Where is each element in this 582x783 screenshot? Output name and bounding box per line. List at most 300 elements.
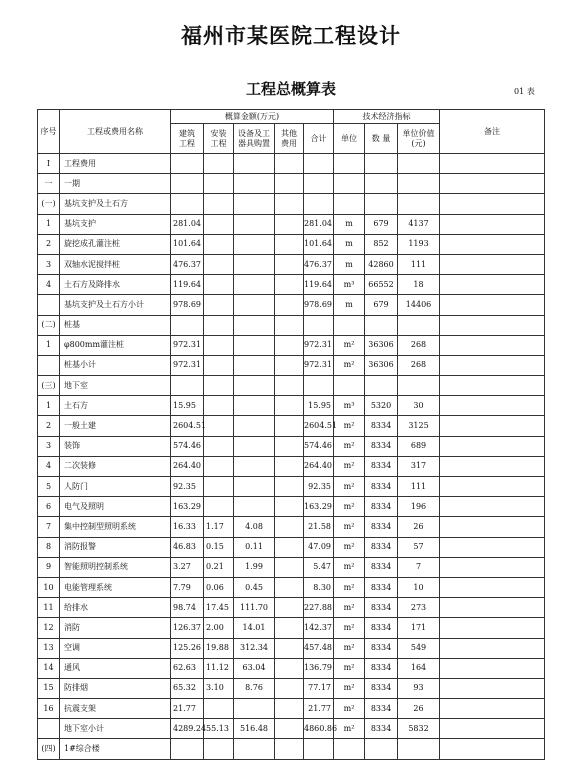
cell-qty xyxy=(365,315,398,335)
cell-name: 桩基 xyxy=(60,315,171,335)
cell-equipment xyxy=(234,396,275,416)
cell-unit: m² xyxy=(334,477,365,497)
cell-equipment xyxy=(234,295,275,315)
cell-equipment: 0.11 xyxy=(234,537,275,557)
table-row xyxy=(38,174,545,194)
cell-building: 16.33 xyxy=(171,517,204,537)
cell-building xyxy=(171,154,204,174)
cell-total: 92.35 xyxy=(304,477,334,497)
cell-remark xyxy=(440,275,545,295)
cell-install xyxy=(204,376,234,396)
cell-name: 地下室 xyxy=(60,376,171,396)
cell-name: 一期 xyxy=(60,174,171,194)
cell-equipment: 8.76 xyxy=(234,678,275,698)
cell-other xyxy=(275,376,304,396)
cell-install xyxy=(204,396,234,416)
cell-unit-price: 10 xyxy=(398,577,440,597)
cell-unit: m² xyxy=(334,598,365,618)
cell-building: 126.37 xyxy=(171,618,204,638)
table-row xyxy=(38,497,545,517)
cell-install xyxy=(204,355,234,375)
cell-seq xyxy=(38,295,60,315)
cell-building: 3.27 xyxy=(171,557,204,577)
table-row xyxy=(38,739,545,759)
cell-seq xyxy=(38,719,60,739)
cell-other xyxy=(275,598,304,618)
cell-qty: 42860 xyxy=(365,254,398,274)
table-row xyxy=(38,214,545,234)
cell-equipment xyxy=(234,194,275,214)
cell-building: 119.64 xyxy=(171,275,204,295)
table-row xyxy=(38,638,545,658)
cell-building: 62.63 xyxy=(171,658,204,678)
header-seq: 序号 xyxy=(38,110,60,154)
table-row xyxy=(38,194,545,214)
header-unit: 单位 xyxy=(334,124,365,154)
cell-name: 人防门 xyxy=(60,477,171,497)
cell-qty xyxy=(365,174,398,194)
cell-unit-price: 196 xyxy=(398,497,440,517)
cell-unit-price xyxy=(398,315,440,335)
cell-total: 142.37 xyxy=(304,618,334,638)
cell-total: 972.31 xyxy=(304,335,334,355)
cell-unit-price: 18 xyxy=(398,275,440,295)
table-row xyxy=(38,315,545,335)
cell-equipment xyxy=(234,315,275,335)
cell-total: 978.69 xyxy=(304,295,334,315)
header-remark: 备注 xyxy=(440,110,545,154)
cell-other xyxy=(275,275,304,295)
cell-equipment: 312.34 xyxy=(234,638,275,658)
cell-remark xyxy=(440,355,545,375)
cell-qty xyxy=(365,194,398,214)
cell-unit-price: 171 xyxy=(398,618,440,638)
cell-other xyxy=(275,477,304,497)
cell-name: φ800mm灌注桩 xyxy=(60,335,171,355)
header-amount-group: 概算金额(万元) xyxy=(171,110,334,124)
cell-install xyxy=(204,194,234,214)
cell-unit: m² xyxy=(334,719,365,739)
cell-total: 136.79 xyxy=(304,658,334,678)
cell-name: 旋挖成孔灌注桩 xyxy=(60,234,171,254)
cell-total: 281.04 xyxy=(304,214,334,234)
cell-building: 46.83 xyxy=(171,537,204,557)
cell-other xyxy=(275,577,304,597)
cell-name: 消防 xyxy=(60,618,171,638)
cell-unit: m² xyxy=(334,517,365,537)
cell-remark xyxy=(440,678,545,698)
cell-name: 防排烟 xyxy=(60,678,171,698)
cell-qty xyxy=(365,376,398,396)
cell-qty: 8334 xyxy=(365,436,398,456)
cell-remark xyxy=(440,335,545,355)
cell-other xyxy=(275,537,304,557)
cell-remark xyxy=(440,517,545,537)
cell-other xyxy=(275,234,304,254)
table-row xyxy=(38,456,545,476)
table-row xyxy=(38,699,545,719)
cell-unit-price: 1193 xyxy=(398,234,440,254)
cell-equipment: 4.08 xyxy=(234,517,275,537)
cell-total: 476.37 xyxy=(304,254,334,274)
table-row xyxy=(38,477,545,497)
cell-unit-price: 14406 xyxy=(398,295,440,315)
cell-name: 智能照明控制系统 xyxy=(60,557,171,577)
cell-equipment xyxy=(234,174,275,194)
cell-seq: 一 xyxy=(38,174,60,194)
cell-total: 101.64 xyxy=(304,234,334,254)
cell-seq: 3 xyxy=(38,254,60,274)
cell-install xyxy=(204,154,234,174)
cell-qty: 8334 xyxy=(365,699,398,719)
cell-name: 基坑支护 xyxy=(60,214,171,234)
table-title: 工程总概算表 xyxy=(245,80,336,98)
cell-other xyxy=(275,658,304,678)
cell-remark xyxy=(440,376,545,396)
cell-seq: 2 xyxy=(38,416,60,436)
cell-name: 消防报警 xyxy=(60,537,171,557)
cell-seq: Ⅰ xyxy=(38,154,60,174)
cell-equipment xyxy=(234,376,275,396)
cell-unit: m² xyxy=(334,416,365,436)
cell-seq: 7 xyxy=(38,517,60,537)
cell-name: 一般土建 xyxy=(60,416,171,436)
cell-unit-price: 26 xyxy=(398,517,440,537)
cell-unit: m xyxy=(334,254,365,274)
cell-other xyxy=(275,194,304,214)
cell-total: 77.17 xyxy=(304,678,334,698)
cell-unit-price: 317 xyxy=(398,456,440,476)
cell-unit-price: 26 xyxy=(398,699,440,719)
cell-building: 7.79 xyxy=(171,577,204,597)
cell-install: 17.45 xyxy=(204,598,234,618)
cell-unit-price: 7 xyxy=(398,557,440,577)
cell-remark xyxy=(440,497,545,517)
cell-equipment xyxy=(234,739,275,759)
cell-equipment xyxy=(234,234,275,254)
cell-seq: (四) xyxy=(38,739,60,759)
cell-install xyxy=(204,275,234,295)
cell-qty: 8334 xyxy=(365,537,398,557)
cell-unit: m² xyxy=(334,436,365,456)
cell-unit-price xyxy=(398,194,440,214)
cell-unit-price xyxy=(398,174,440,194)
cell-other xyxy=(275,154,304,174)
cell-equipment: 14.01 xyxy=(234,618,275,638)
cell-total: 47.09 xyxy=(304,537,334,557)
cell-other xyxy=(275,739,304,759)
cell-install xyxy=(204,739,234,759)
cell-equipment xyxy=(234,477,275,497)
cell-install xyxy=(204,416,234,436)
cell-install xyxy=(204,254,234,274)
cell-building xyxy=(171,174,204,194)
cell-qty: 36306 xyxy=(365,335,398,355)
cell-install: 55.13 xyxy=(204,719,234,739)
cell-seq: 16 xyxy=(38,699,60,719)
cell-unit: m² xyxy=(334,658,365,678)
cell-other xyxy=(275,497,304,517)
header-name: 工程或费用名称 xyxy=(60,110,171,154)
cell-unit: m² xyxy=(334,497,365,517)
table-row xyxy=(38,254,545,274)
cell-unit: m² xyxy=(334,577,365,597)
cell-equipment: 63.04 xyxy=(234,658,275,678)
cell-remark xyxy=(440,254,545,274)
cell-qty: 852 xyxy=(365,234,398,254)
cell-remark xyxy=(440,214,545,234)
table-row xyxy=(38,577,545,597)
cell-install xyxy=(204,497,234,517)
cell-building: 978.69 xyxy=(171,295,204,315)
cell-total: 8.30 xyxy=(304,577,334,597)
table-row xyxy=(38,234,545,254)
cell-unit-price: 549 xyxy=(398,638,440,658)
cell-unit-price: 689 xyxy=(398,436,440,456)
cell-building xyxy=(171,315,204,335)
cell-seq: 9 xyxy=(38,557,60,577)
cell-install: 2.00 xyxy=(204,618,234,638)
table-row xyxy=(38,537,545,557)
cell-qty: 8334 xyxy=(365,618,398,638)
cell-name: 抗震支架 xyxy=(60,699,171,719)
cell-remark xyxy=(440,234,545,254)
cell-building: 972.31 xyxy=(171,335,204,355)
cell-remark xyxy=(440,699,545,719)
cell-unit xyxy=(334,315,365,335)
table-row xyxy=(38,557,545,577)
cell-qty: 8334 xyxy=(365,598,398,618)
cell-seq: 4 xyxy=(38,275,60,295)
cell-name: 二次装修 xyxy=(60,456,171,476)
cell-remark xyxy=(440,638,545,658)
cell-remark xyxy=(440,658,545,678)
cell-qty: 679 xyxy=(365,295,398,315)
cell-name: 土石方及降排水 xyxy=(60,275,171,295)
cell-qty: 8334 xyxy=(365,497,398,517)
cell-unit xyxy=(334,739,365,759)
cell-other xyxy=(275,335,304,355)
cell-seq: 3 xyxy=(38,436,60,456)
cell-seq: 5 xyxy=(38,477,60,497)
cell-equipment: 1.99 xyxy=(234,557,275,577)
cell-unit: m² xyxy=(334,618,365,638)
cell-other xyxy=(275,295,304,315)
table-row xyxy=(38,658,545,678)
cell-qty: 8334 xyxy=(365,719,398,739)
cell-unit: m xyxy=(334,295,365,315)
cell-total: 2604.51 xyxy=(304,416,334,436)
cell-total: 119.64 xyxy=(304,275,334,295)
cell-qty xyxy=(365,154,398,174)
table-body xyxy=(38,154,545,760)
cell-unit: m xyxy=(334,234,365,254)
cell-building: 21.77 xyxy=(171,699,204,719)
table-row xyxy=(38,517,545,537)
cell-seq: 15 xyxy=(38,678,60,698)
cell-building: 972.31 xyxy=(171,355,204,375)
cell-install xyxy=(204,214,234,234)
cell-unit: m³ xyxy=(334,275,365,295)
cell-install xyxy=(204,174,234,194)
cell-name: 电能管理系统 xyxy=(60,577,171,597)
cell-unit-price: 93 xyxy=(398,678,440,698)
cell-seq: (三) xyxy=(38,376,60,396)
cell-seq: 8 xyxy=(38,537,60,557)
cell-seq: 1 xyxy=(38,335,60,355)
cell-seq: (二) xyxy=(38,315,60,335)
cell-remark xyxy=(440,456,545,476)
cell-remark xyxy=(440,295,545,315)
cell-remark xyxy=(440,154,545,174)
cell-remark xyxy=(440,194,545,214)
cell-name: 集中控制型照明系统 xyxy=(60,517,171,537)
cell-total xyxy=(304,376,334,396)
cell-building: 476.37 xyxy=(171,254,204,274)
cell-building: 2604.51 xyxy=(171,416,204,436)
cell-equipment xyxy=(234,699,275,719)
cell-total: 574.46 xyxy=(304,436,334,456)
page-title: 福州市某医院工程设计 xyxy=(181,23,401,48)
cell-building: 4289.24 xyxy=(171,719,204,739)
cell-building: 101.64 xyxy=(171,234,204,254)
cell-other xyxy=(275,436,304,456)
cell-other xyxy=(275,678,304,698)
cell-equipment xyxy=(234,254,275,274)
cell-building: 92.35 xyxy=(171,477,204,497)
cell-seq: 1 xyxy=(38,396,60,416)
cell-seq: 11 xyxy=(38,598,60,618)
cell-seq: (一) xyxy=(38,194,60,214)
cell-building: 15.95 xyxy=(171,396,204,416)
table-row xyxy=(38,275,545,295)
cell-building: 125.26 xyxy=(171,638,204,658)
cell-equipment xyxy=(234,456,275,476)
cell-name: 地下室小计 xyxy=(60,719,171,739)
cell-qty: 8334 xyxy=(365,517,398,537)
cell-other xyxy=(275,719,304,739)
cell-seq: 14 xyxy=(38,658,60,678)
header-unit-price: 单位价值(元) xyxy=(398,124,440,154)
cell-other xyxy=(275,355,304,375)
cell-building: 264.40 xyxy=(171,456,204,476)
cell-unit: m² xyxy=(334,456,365,476)
cell-unit-price: 3125 xyxy=(398,416,440,436)
cell-qty: 8334 xyxy=(365,557,398,577)
table-row xyxy=(38,335,545,355)
header-building: 建筑工程 xyxy=(171,124,204,154)
cell-equipment xyxy=(234,214,275,234)
cell-install xyxy=(204,477,234,497)
cell-equipment xyxy=(234,497,275,517)
cell-unit-price: 273 xyxy=(398,598,440,618)
cell-unit-price: 57 xyxy=(398,537,440,557)
cell-name: 通风 xyxy=(60,658,171,678)
table-row xyxy=(38,598,545,618)
header-install: 安装工程 xyxy=(204,124,234,154)
cell-unit-price: 5832 xyxy=(398,719,440,739)
cell-install xyxy=(204,436,234,456)
cell-seq: 10 xyxy=(38,577,60,597)
cell-building: 65.32 xyxy=(171,678,204,698)
cell-unit xyxy=(334,376,365,396)
cell-name: 1#综合楼 xyxy=(60,739,171,759)
cell-qty: 8334 xyxy=(365,658,398,678)
cell-seq: 13 xyxy=(38,638,60,658)
cell-other xyxy=(275,396,304,416)
cell-other xyxy=(275,618,304,638)
cell-equipment xyxy=(234,275,275,295)
cell-unit-price: 111 xyxy=(398,477,440,497)
cell-building xyxy=(171,194,204,214)
cell-name: 工程费用 xyxy=(60,154,171,174)
cell-building xyxy=(171,739,204,759)
cell-unit xyxy=(334,194,365,214)
cell-qty: 8334 xyxy=(365,477,398,497)
cell-name: 桩基小计 xyxy=(60,355,171,375)
cell-seq: 6 xyxy=(38,497,60,517)
cell-remark xyxy=(440,739,545,759)
cell-seq: 12 xyxy=(38,618,60,638)
estimate-table xyxy=(37,109,545,760)
cell-name: 基坑支护及土石方 xyxy=(60,194,171,214)
table-row xyxy=(38,719,545,739)
cell-total xyxy=(304,174,334,194)
cell-install xyxy=(204,234,234,254)
cell-qty: 5320 xyxy=(365,396,398,416)
cell-building xyxy=(171,376,204,396)
cell-remark xyxy=(440,598,545,618)
header-other: 其他费用 xyxy=(275,124,304,154)
cell-seq: 4 xyxy=(38,456,60,476)
cell-qty: 8334 xyxy=(365,577,398,597)
cell-building: 574.46 xyxy=(171,436,204,456)
cell-qty xyxy=(365,739,398,759)
cell-remark xyxy=(440,315,545,335)
cell-unit-price: 268 xyxy=(398,335,440,355)
cell-unit: m² xyxy=(334,699,365,719)
cell-equipment: 111.70 xyxy=(234,598,275,618)
table-row xyxy=(38,376,545,396)
cell-other xyxy=(275,315,304,335)
cell-install xyxy=(204,335,234,355)
cell-other xyxy=(275,174,304,194)
cell-unit-price xyxy=(398,376,440,396)
cell-other xyxy=(275,557,304,577)
cell-install xyxy=(204,315,234,335)
table-row xyxy=(38,678,545,698)
cell-name: 给排水 xyxy=(60,598,171,618)
cell-name: 空调 xyxy=(60,638,171,658)
cell-qty: 8334 xyxy=(365,678,398,698)
cell-qty: 8334 xyxy=(365,638,398,658)
cell-name: 双轴水泥搅拌桩 xyxy=(60,254,171,274)
cell-unit-price xyxy=(398,739,440,759)
cell-remark xyxy=(440,577,545,597)
cell-remark xyxy=(440,396,545,416)
cell-unit: m² xyxy=(334,638,365,658)
cell-remark xyxy=(440,436,545,456)
cell-equipment: 0.45 xyxy=(234,577,275,597)
cell-total: 227.88 xyxy=(304,598,334,618)
cell-remark xyxy=(440,557,545,577)
header-equipment: 设备及工器具购置 xyxy=(234,124,275,154)
sheet-number: 01 表 xyxy=(514,87,535,96)
cell-unit: m² xyxy=(334,355,365,375)
header-tech-group: 技术经济指标 xyxy=(334,110,440,124)
cell-install: 11.12 xyxy=(204,658,234,678)
header-qty: 数 量 xyxy=(365,124,398,154)
